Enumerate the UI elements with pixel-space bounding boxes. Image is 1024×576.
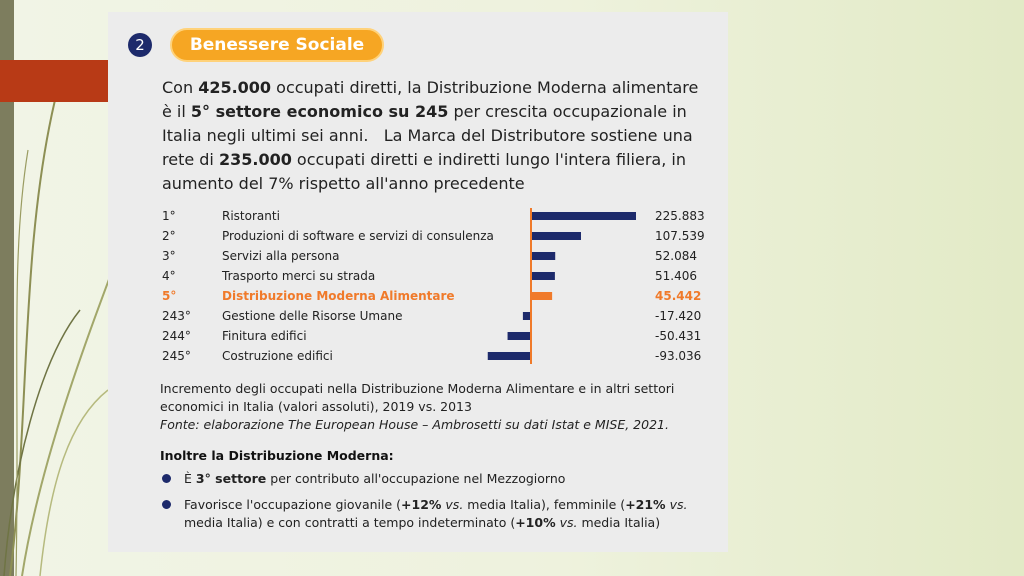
value-label: -17.420 <box>655 309 702 323</box>
bar <box>488 352 531 360</box>
b2a: Favorisce l'occupazione giovanile ( <box>184 497 402 512</box>
intro-p2c: occupati diretti e indiretti lungo l'intera filiera, in aumento del 7% rispetto all'anno precedente <box>162 150 686 193</box>
intro-p1c: occupati diretti, la Distribuzione Moderna alimentare è il <box>162 78 699 121</box>
intro-p2a: La Marca del Distributore sostiene una rete di <box>162 126 693 169</box>
bullet-dot-icon <box>162 474 171 483</box>
b2f: vs. <box>665 497 688 512</box>
value-label: 225.883 <box>655 209 705 223</box>
b1a: È <box>184 471 196 486</box>
b2e: +21% <box>625 497 666 512</box>
intro-p1d: 5° settore economico su 245 <box>190 102 449 121</box>
category-label: Finitura edifici <box>222 329 307 343</box>
more-title: Inoltre la Distribuzione Moderna: <box>160 448 394 463</box>
b2d: media Italia), femminile ( <box>463 497 626 512</box>
bar-chart <box>158 206 708 372</box>
value-label: -93.036 <box>655 349 702 363</box>
section-number: 2 <box>128 33 152 57</box>
b2h: +10% <box>515 515 556 530</box>
caption-source: Fonte: elaborazione The European House – Ambrosetti su dati Istat e MISE, 2021. <box>160 417 669 432</box>
intro-p1b: 425.000 <box>198 78 272 97</box>
bar <box>531 252 555 260</box>
bar <box>531 232 581 240</box>
b2i: vs. <box>555 515 578 530</box>
value-label: 52.084 <box>655 249 697 263</box>
category-label: Produzioni di software e servizi di consulenza <box>222 229 494 243</box>
category-label: Trasporto merci su strada <box>222 269 376 283</box>
bar <box>508 332 531 340</box>
rank-label: 244° <box>162 329 191 343</box>
rank-label: 2° <box>162 229 176 243</box>
b1b: 3° settore <box>195 471 267 486</box>
intro-p1a: Con <box>162 78 199 97</box>
b2j: media Italia) <box>577 515 661 530</box>
bar <box>531 272 555 280</box>
b1c: per contributo all'occupazione nel Mezzogiorno <box>266 471 566 486</box>
value-label: 45.442 <box>655 289 702 303</box>
bullet-dot-icon <box>162 500 171 509</box>
rank-label: 1° <box>162 209 176 223</box>
category-label: Costruzione edifici <box>222 349 333 363</box>
bar <box>531 212 636 220</box>
category-label: Gestione delle Risorse Umane <box>222 309 403 323</box>
rank-label: 5° <box>162 289 177 303</box>
bullet-item <box>160 496 720 532</box>
value-label: -50.431 <box>655 329 702 343</box>
intro-p1e: per crescita occupazionale in Italia negli ultimi sei anni. <box>162 102 687 145</box>
bullet-item <box>160 470 720 488</box>
category-label: Servizi alla persona <box>222 249 340 263</box>
b2c: vs. <box>441 497 464 512</box>
bar <box>531 292 552 300</box>
rank-label: 4° <box>162 269 176 283</box>
intro-p2b: 235.000 <box>218 150 292 169</box>
b2b: +12% <box>401 497 442 512</box>
intro-text <box>162 76 710 196</box>
rank-label: 245° <box>162 349 191 363</box>
rank-label: 243° <box>162 309 191 323</box>
content-card <box>108 12 728 552</box>
bar <box>523 312 531 320</box>
red-accent-bar <box>0 60 108 102</box>
value-label: 107.539 <box>655 229 705 243</box>
b2g: media Italia) e con contratti a tempo indeterminato ( <box>184 515 516 530</box>
value-label: 51.406 <box>655 269 697 283</box>
caption-text: Incremento degli occupati nella Distribuzione Moderna Alimentare e in altri settori economici in Italia (valori assoluti), 2019 vs. 2013 <box>160 381 675 414</box>
chart-caption <box>160 380 720 434</box>
category-label: Distribuzione Moderna Alimentare <box>222 289 455 303</box>
bullet-list <box>160 470 720 540</box>
rank-label: 3° <box>162 249 176 263</box>
category-label: Ristoranti <box>222 209 280 223</box>
section-title: Benessere Sociale <box>170 28 384 62</box>
